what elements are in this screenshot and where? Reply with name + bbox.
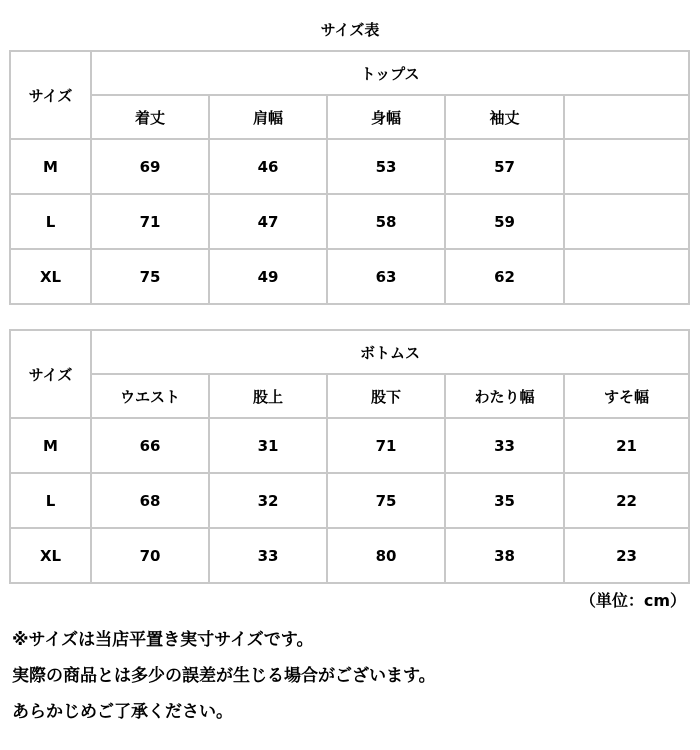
note-line: あらかじめご了承ください。	[12, 702, 233, 722]
measurement-cell: 32	[209, 473, 327, 528]
note-line: 実際の商品とは多少の誤差が生じる場合がございます。	[12, 666, 436, 686]
bottoms-table-row	[10, 528, 689, 583]
bottoms-size-header: サイズ	[10, 330, 91, 418]
bottoms-table-row	[10, 473, 689, 528]
tops-header-row	[10, 51, 689, 95]
measurement-cell: 62	[445, 249, 564, 304]
size-cell: XL	[10, 528, 91, 583]
bottoms-section-header: ボトムス	[91, 330, 689, 374]
tops-size-header: サイズ	[10, 51, 91, 139]
bottoms-table-row	[10, 418, 689, 473]
measurement-cell: 22	[564, 473, 689, 528]
notes	[12, 622, 692, 730]
size-cell: L	[10, 194, 91, 249]
measurement-cell: 75	[91, 249, 209, 304]
measurement-cell: 80	[327, 528, 445, 583]
measurement-cell: 57	[445, 139, 564, 194]
tops-column-header: 肩幅	[209, 95, 327, 139]
page-title: サイズ表	[320, 21, 380, 39]
size-cell: M	[10, 139, 91, 194]
measurement-cell: 33	[209, 528, 327, 583]
measurement-cell: 46	[209, 139, 327, 194]
tops-table-row	[10, 139, 689, 194]
size-cell: L	[10, 473, 91, 528]
measurement-cell: 63	[327, 249, 445, 304]
measurement-cell: 33	[445, 418, 564, 473]
tops-column-header-row	[10, 95, 689, 139]
measurement-cell: 23	[564, 528, 689, 583]
measurement-cell: 49	[209, 249, 327, 304]
note-line: ※サイズは当店平置き実寸サイズです。	[12, 630, 314, 650]
measurement-cell	[564, 139, 689, 194]
tops-size-table	[9, 50, 690, 305]
size-cell: XL	[10, 249, 91, 304]
tops-column-header: 着丈	[91, 95, 209, 139]
measurement-cell: 66	[91, 418, 209, 473]
measurement-cell: 47	[209, 194, 327, 249]
tops-column-header: 袖丈	[445, 95, 564, 139]
measurement-cell	[564, 249, 689, 304]
tops-table-row	[10, 194, 689, 249]
measurement-cell: 53	[327, 139, 445, 194]
measurement-cell: 71	[91, 194, 209, 249]
bottoms-column-header: ウエスト	[91, 374, 209, 418]
measurement-cell: 70	[91, 528, 209, 583]
bottoms-column-header: わたり幅	[445, 374, 564, 418]
bottoms-size-table	[9, 329, 690, 584]
bottoms-column-header-row	[10, 374, 689, 418]
bottoms-header-row	[10, 330, 689, 374]
measurement-cell: 21	[564, 418, 689, 473]
bottoms-column-header: 股下	[327, 374, 445, 418]
tops-column-header	[564, 95, 689, 139]
measurement-cell: 69	[91, 139, 209, 194]
measurement-cell: 59	[445, 194, 564, 249]
tops-column-header: 身幅	[327, 95, 445, 139]
measurement-cell: 71	[327, 418, 445, 473]
unit-label: （単位：cm）	[579, 591, 686, 610]
measurement-cell: 31	[209, 418, 327, 473]
tops-section-header: トップス	[91, 51, 689, 95]
measurement-cell: 58	[327, 194, 445, 249]
measurement-cell	[564, 194, 689, 249]
tops-table-row	[10, 249, 689, 304]
measurement-cell: 68	[91, 473, 209, 528]
bottoms-column-header: 股上	[209, 374, 327, 418]
measurement-cell: 38	[445, 528, 564, 583]
size-cell: M	[10, 418, 91, 473]
bottoms-column-header: すそ幅	[564, 374, 689, 418]
measurement-cell: 75	[327, 473, 445, 528]
measurement-cell: 35	[445, 473, 564, 528]
